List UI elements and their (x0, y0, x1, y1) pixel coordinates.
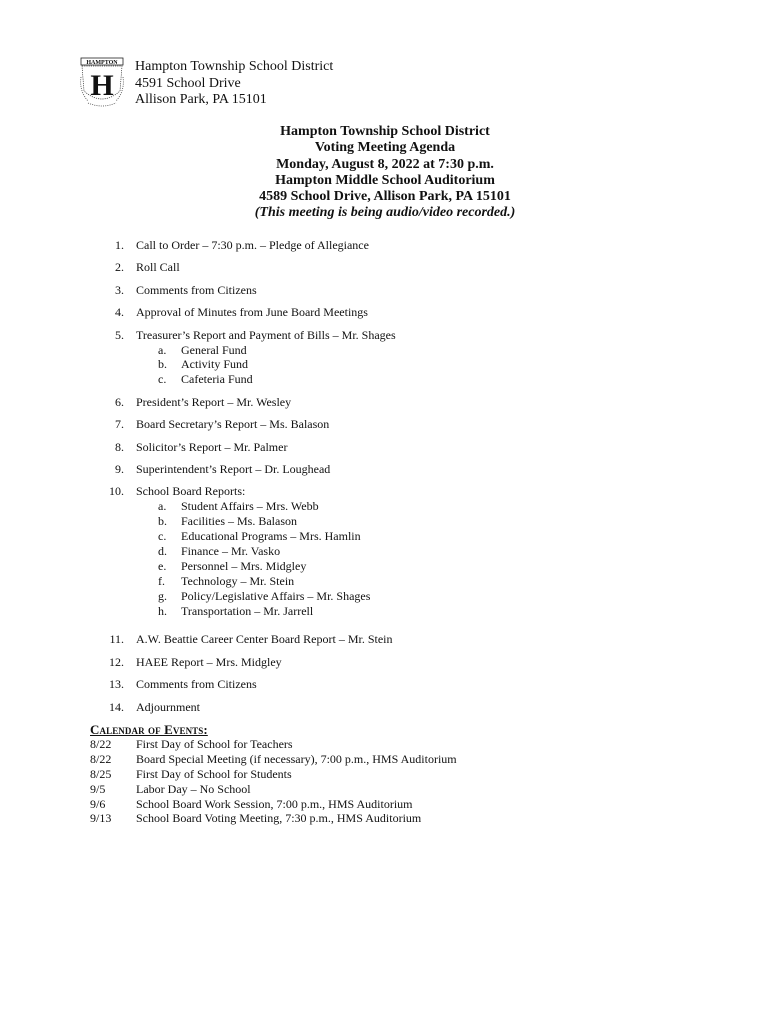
item-number: 3. (115, 282, 124, 297)
sub-item (0, 529, 770, 544)
item-text: Roll Call (136, 260, 180, 275)
item-text: Comments from Citizens (136, 677, 257, 692)
logo-letter: H (90, 69, 114, 102)
agenda-item (0, 417, 770, 439)
event-text: Board Special Meeting (if necessary), 7:00 p.m., HMS Auditorium (136, 751, 457, 766)
agenda-item (0, 283, 770, 305)
item-text: President’s Report – Mr. Wesley (136, 394, 292, 409)
agenda-item (0, 238, 770, 260)
item-number: 2. (115, 260, 124, 275)
event-text: First Day of School for Teachers (136, 737, 293, 751)
header-line: Hampton Middle School Auditorium (275, 172, 495, 188)
calendar-event (90, 811, 422, 826)
event-date: 9/6 (90, 796, 106, 811)
item-number: 14. (109, 699, 124, 714)
district-crest-icon (78, 57, 126, 109)
item-number: 1. (115, 238, 124, 252)
item-text: Comments from Citizens (136, 282, 257, 297)
header-line: Monday, August 8, 2022 at 7:30 p.m. (276, 156, 494, 172)
sub-item (0, 574, 770, 589)
sub-letter: a. (158, 499, 167, 514)
event-date: 9/5 (90, 781, 106, 796)
calendar-event (90, 796, 413, 812)
agenda-item (0, 484, 770, 632)
calendar-event (90, 737, 293, 752)
sub-letter: c. (158, 529, 167, 544)
sub-letter: d. (158, 543, 167, 558)
agenda-item (0, 655, 770, 677)
item-number: 13. (109, 677, 124, 692)
sub-letter: b. (158, 514, 167, 529)
sub-letter: b. (158, 357, 167, 372)
sub-item (0, 372, 770, 387)
sub-item (0, 514, 770, 529)
event-text: School Board Voting Meeting, 7:30 p.m., HMS Auditorium (136, 811, 422, 826)
item-number: 5. (115, 327, 124, 342)
agenda-item (0, 462, 770, 484)
sub-item (0, 604, 770, 619)
item-text: Call to Order – 7:30 p.m. – Pledge of Allegiance (136, 238, 369, 252)
agenda-item (0, 700, 770, 722)
sub-item (0, 544, 770, 559)
item-text: Treasurer’s Report and Payment of Bills – Mr. Shages (136, 327, 396, 342)
sub-text: Finance – Mr. Vasko (181, 543, 281, 558)
sub-letter: f. (158, 573, 165, 588)
item-number: 8. (115, 439, 124, 454)
sub-letter: g. (158, 588, 167, 603)
event-date: 8/22 (90, 751, 112, 766)
event-date: 8/22 (90, 737, 112, 751)
item-number: 6. (115, 394, 124, 409)
calendar-event (90, 766, 292, 782)
calendar-event (90, 751, 457, 767)
sub-text: Technology – Mr. Stein (181, 573, 295, 588)
agenda-item (0, 395, 770, 417)
header-line: Voting Meeting Agenda (314, 140, 456, 156)
sub-letter: c. (158, 372, 167, 387)
sub-item (0, 343, 770, 358)
item-number: 4. (115, 305, 124, 320)
agenda-item (0, 632, 770, 654)
sub-item (0, 589, 770, 604)
item-text: Superintendent’s Report – Dr. Loughead (136, 461, 331, 476)
sub-item (0, 357, 770, 372)
item-number: 7. (115, 417, 124, 432)
agenda-item (0, 328, 770, 395)
item-number: 10. (109, 484, 124, 499)
address-line: Hampton Township School District (135, 59, 334, 74)
letterhead-address (135, 59, 333, 109)
item-text: School Board Reports: (136, 484, 246, 499)
sub-item (0, 559, 770, 574)
calendar-title: Calendar of Events: (90, 722, 208, 737)
header-line: 4589 School Drive, Allison Park, PA 15101 (259, 189, 511, 205)
agenda-item (0, 677, 770, 699)
item-text: Solicitor’s Report – Mr. Palmer (136, 439, 288, 454)
sub-text: Educational Programs – Mrs. Hamlin (181, 529, 361, 544)
district-logo (78, 57, 126, 109)
meeting-header (0, 124, 770, 222)
sub-item (0, 499, 770, 514)
calendar-of-events (90, 722, 457, 826)
address-line: Allison Park, PA 15101 (135, 92, 267, 107)
item-text: Adjournment (136, 699, 200, 714)
sub-text: General Fund (181, 342, 247, 357)
sub-text: Personnel – Mrs. Midgley (181, 558, 307, 573)
item-text: Approval of Minutes from June Board Meetings (136, 305, 368, 320)
item-text: HAEE Report – Mrs. Midgley (136, 654, 282, 669)
agenda-item (0, 305, 770, 327)
sub-text: Facilities – Ms. Balason (181, 514, 297, 529)
sub-letter: a. (158, 342, 167, 357)
event-date: 9/13 (90, 811, 112, 826)
agenda-list (0, 238, 770, 722)
event-text: Labor Day – No School (136, 781, 251, 796)
item-number: 9. (115, 461, 124, 476)
event-text: School Board Work Session, 7:00 p.m., HMS Auditorium (136, 796, 413, 811)
item-text: Board Secretary’s Report – Ms. Balason (136, 417, 330, 432)
sub-item-list (0, 484, 770, 618)
logo-wordmark: HAMPTON (86, 60, 118, 66)
item-number: 11. (109, 632, 124, 647)
calendar-event (90, 781, 251, 797)
sub-text: Activity Fund (181, 357, 249, 372)
sub-text: Student Affairs – Mrs. Webb (181, 499, 319, 514)
item-text: A.W. Beattie Career Center Board Report – Mr. Stein (136, 632, 393, 647)
sub-letter: e. (158, 558, 167, 573)
header-line: Hampton Township School District (280, 124, 490, 139)
address-line: 4591 School Drive (135, 75, 241, 91)
sub-text: Transportation – Mr. Jarrell (181, 603, 314, 618)
event-date: 8/25 (90, 766, 112, 781)
item-number: 12. (109, 654, 124, 669)
recording-notice: (This meeting is being audio/video recorded.) (254, 205, 516, 221)
sub-text: Policy/Legislative Affairs – Mr. Shages (181, 588, 371, 603)
sub-letter: h. (158, 603, 167, 618)
event-text: First Day of School for Students (136, 766, 292, 781)
agenda-item (0, 440, 770, 462)
sub-text: Cafeteria Fund (181, 372, 253, 387)
agenda-item (0, 260, 770, 282)
